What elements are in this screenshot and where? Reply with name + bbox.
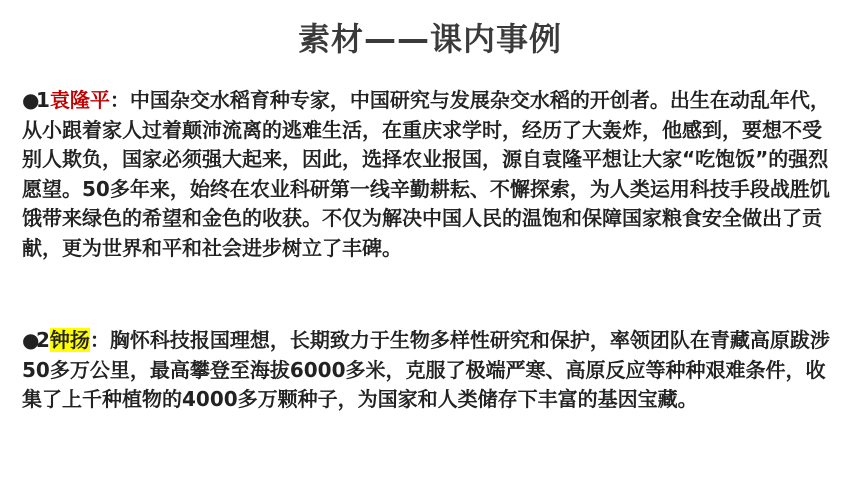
item-number: 2 [36, 328, 50, 352]
paragraph-body: ：中国杂交水稻育种专家，中国研究与发展杂交水稻的开创者。出生在动乱年代，从小跟着家人过着颠沛流离的逃难生活，在重庆求学时，经历了大轰炸，他感到，要想不受别人欺负，国家必须强大起来，因此，选择农业报国，源自袁隆平想让大家“吃饱饭”的强烈愿望。50多年来，始终在农业科研第一线辛勤耕耘、不懈探索，为人类运用科技手段战胜饥饿带来绿色的希望和金色的收获。不仅为解决中国人民的温饱和保障国家粮食安全做出了贡献，更为世界和平和社会进步树立了丰碑。 [22, 88, 830, 260]
bullet: ● [22, 328, 40, 352]
person-name-highlighted: 钟扬 [49, 328, 90, 352]
person-name: 袁隆平 [49, 88, 110, 112]
example-paragraph-zhong-yang [22, 326, 837, 415]
slide-title: 素材——课内事例 [297, 20, 562, 58]
item-number: 1 [36, 88, 50, 112]
example-paragraph-yuan-longping [22, 86, 837, 263]
paragraph-body: ：胸怀科技报国理想，长期致力于生物多样性研究和保护，率领团队在青藏高原跋涉50多万公里，最高攀登至海拔6000多米，克服了极端严寒、高原反应等种种艰难条件，收集了上千种植物的4000多万颗种子，为国家和人类储存下丰富的基因宝藏。 [22, 328, 830, 411]
bullet: ● [22, 88, 40, 112]
